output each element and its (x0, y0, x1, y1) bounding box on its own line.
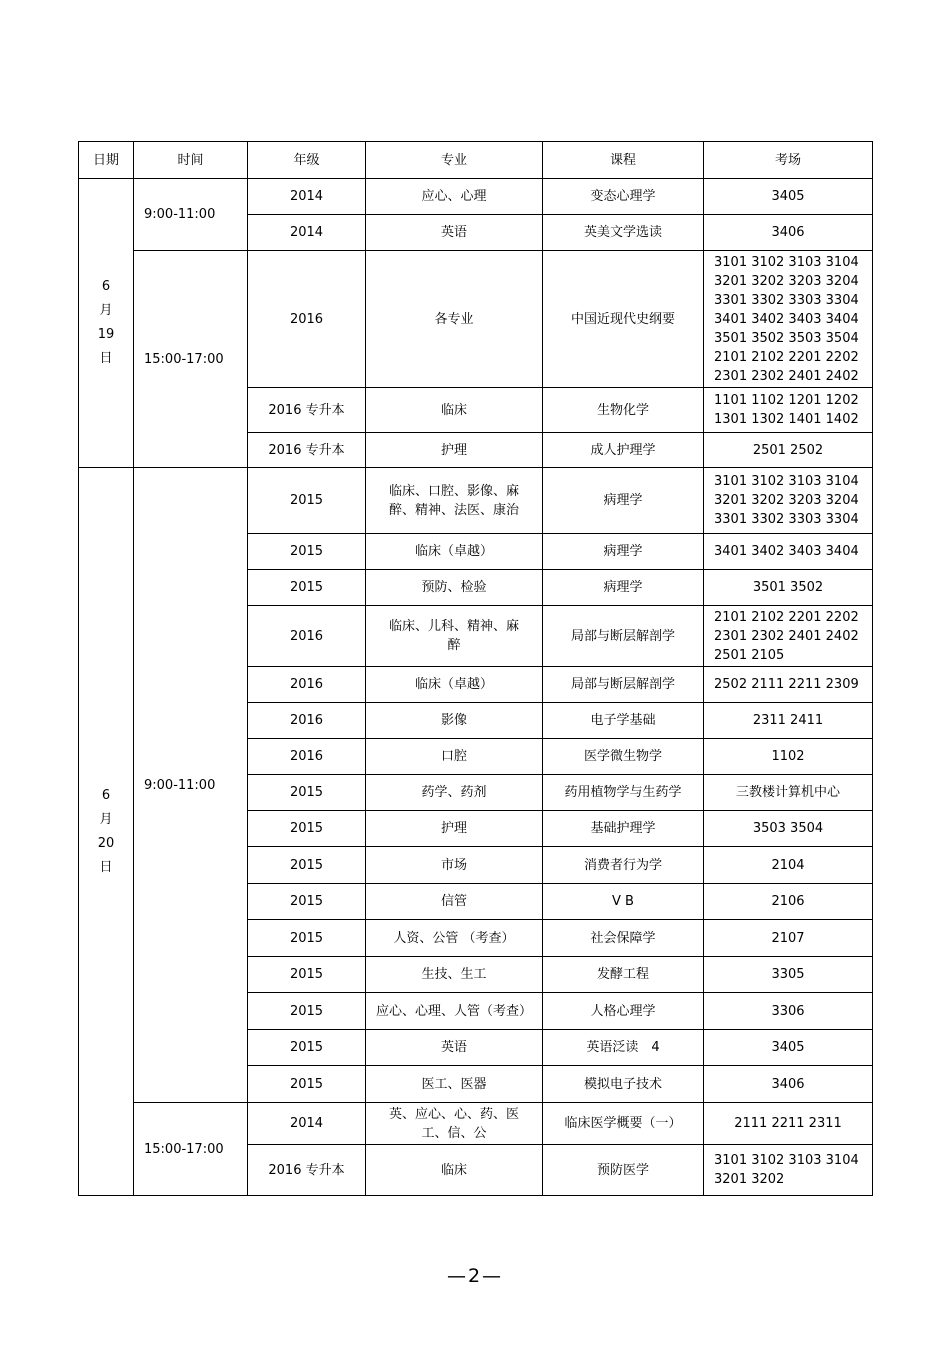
grade-cell: 2015 (248, 957, 366, 993)
major-cell: 医工、医器 (366, 1066, 543, 1103)
room-cell: 2502 2111 2211 2309 (704, 667, 873, 703)
major-cell: 护理 (366, 811, 543, 847)
grade-cell: 2015 (248, 811, 366, 847)
course-cell: 模拟电子技术 (543, 1066, 704, 1103)
grade-cell: 2016 专升本 (248, 388, 366, 433)
grade-cell: 2016 专升本 (248, 433, 366, 468)
course-cell: 医学微生物学 (543, 739, 704, 775)
course-cell: 消费者行为学 (543, 847, 704, 884)
course-cell: 基础护理学 (543, 811, 704, 847)
major-cell: 信管 (366, 884, 543, 920)
room-cell: 3501 3502 (704, 570, 873, 606)
room-cell: 1101 1102 1201 1202 1301 1302 1401 1402 (704, 388, 873, 433)
course-cell: 局部与断层解剖学 (543, 606, 704, 667)
major-cell: 临床（卓越） (366, 534, 543, 570)
grade-cell: 2015 (248, 884, 366, 920)
major-cell: 生技、生工 (366, 957, 543, 993)
major-cell: 临床 (366, 1145, 543, 1196)
room-cell: 3101 3102 3103 3104 3201 3202 3203 3204 3301 3302 3303 3304 3401 3402 3403 3404 3501 3502 3503 3504 2101 2102 2201 2202 2301 2302 2401 2402 (704, 251, 873, 388)
room-cell: 2106 (704, 884, 873, 920)
time-cell: 15:00-17:00 (134, 251, 248, 468)
course-cell: 中国近现代史纲要 (543, 251, 704, 388)
header-row (79, 142, 873, 179)
header-room: 考场 (704, 142, 873, 179)
room-cell: 3406 (704, 215, 873, 251)
major-cell: 应心、心理、人管（考查） (366, 993, 543, 1030)
major-cell: 英语 (366, 215, 543, 251)
major-cell: 市场 (366, 847, 543, 884)
grade-cell: 2016 专升本 (248, 1145, 366, 1196)
major-cell: 口腔 (366, 739, 543, 775)
course-cell: 电子学基础 (543, 703, 704, 739)
grade-cell: 2016 (248, 606, 366, 667)
course-cell: 发酵工程 (543, 957, 704, 993)
room-cell: 1102 (704, 739, 873, 775)
time-cell: 9:00-11:00 (134, 468, 248, 1103)
course-cell: 成人护理学 (543, 433, 704, 468)
room-cell: 3101 3102 3103 3104 3201 3202 3203 3204 3301 3302 3303 3304 (704, 468, 873, 534)
course-cell: 病理学 (543, 570, 704, 606)
date-cell: 6 月 19 日 (79, 179, 134, 468)
major-cell: 人资、公管 （考查） (366, 920, 543, 957)
grade-cell: 2015 (248, 468, 366, 534)
major-cell: 预防、检验 (366, 570, 543, 606)
major-cell: 英、应心、心、药、医 工、信、公 (366, 1103, 543, 1145)
course-cell: 病理学 (543, 468, 704, 534)
course-cell: 英美文学选读 (543, 215, 704, 251)
grade-cell: 2015 (248, 993, 366, 1030)
course-cell: 预防医学 (543, 1145, 704, 1196)
table-row (79, 179, 873, 215)
grade-cell: 2015 (248, 534, 366, 570)
grade-cell: 2016 (248, 739, 366, 775)
major-cell: 护理 (366, 433, 543, 468)
major-cell: 临床、口腔、影像、麻 醉、精神、法医、康治 (366, 468, 543, 534)
major-cell: 应心、心理 (366, 179, 543, 215)
room-cell: 三教楼计算机中心 (704, 775, 873, 811)
major-cell: 临床 (366, 388, 543, 433)
table-row (79, 1103, 873, 1145)
course-cell: 社会保障学 (543, 920, 704, 957)
room-cell: 2111 2211 2311 (704, 1103, 873, 1145)
grade-cell: 2016 (248, 703, 366, 739)
room-cell: 3406 (704, 1066, 873, 1103)
room-cell: 2107 (704, 920, 873, 957)
header-grade: 年级 (248, 142, 366, 179)
grade-cell: 2015 (248, 1030, 366, 1066)
header-major: 专业 (366, 142, 543, 179)
room-cell: 2501 2502 (704, 433, 873, 468)
grade-cell: 2014 (248, 1103, 366, 1145)
header-date: 日期 (79, 142, 134, 179)
room-cell: 3306 (704, 993, 873, 1030)
course-cell: 局部与断层解剖学 (543, 667, 704, 703)
major-cell: 临床（卓越） (366, 667, 543, 703)
course-cell: 生物化学 (543, 388, 704, 433)
room-cell: 3503 3504 (704, 811, 873, 847)
course-cell: 人格心理学 (543, 993, 704, 1030)
room-cell: 3401 3402 3403 3404 (704, 534, 873, 570)
grade-cell: 2015 (248, 920, 366, 957)
major-cell: 药学、药剂 (366, 775, 543, 811)
course-cell: V B (543, 884, 704, 920)
header-course: 课程 (543, 142, 704, 179)
grade-cell: 2015 (248, 775, 366, 811)
table-row (79, 251, 873, 388)
grade-cell: 2014 (248, 215, 366, 251)
table-row (79, 468, 873, 534)
course-cell: 临床医学概要（一） (543, 1103, 704, 1145)
course-cell: 英语泛读 4 (543, 1030, 704, 1066)
course-cell: 变态心理学 (543, 179, 704, 215)
grade-cell: 2015 (248, 570, 366, 606)
grade-cell: 2015 (248, 1066, 366, 1103)
time-cell: 9:00-11:00 (134, 179, 248, 251)
grade-cell: 2016 (248, 667, 366, 703)
grade-cell: 2016 (248, 251, 366, 388)
room-cell: 3405 (704, 179, 873, 215)
page-number: —2— (446, 1265, 504, 1287)
room-cell: 3405 (704, 1030, 873, 1066)
room-cell: 2104 (704, 847, 873, 884)
room-cell: 2101 2102 2201 2202 2301 2302 2401 2402 2501 2105 (704, 606, 873, 667)
course-cell: 病理学 (543, 534, 704, 570)
room-cell: 3101 3102 3103 3104 3201 3202 (704, 1145, 873, 1196)
date-cell: 6 月 20 日 (79, 468, 134, 1196)
room-cell: 2311 2411 (704, 703, 873, 739)
exam-schedule-table (78, 141, 873, 1196)
major-cell: 英语 (366, 1030, 543, 1066)
room-cell: 3305 (704, 957, 873, 993)
grade-cell: 2014 (248, 179, 366, 215)
course-cell: 药用植物学与生药学 (543, 775, 704, 811)
time-cell: 15:00-17:00 (134, 1103, 248, 1196)
major-cell: 临床、儿科、精神、麻 醉 (366, 606, 543, 667)
header-time: 时间 (134, 142, 248, 179)
major-cell: 各专业 (366, 251, 543, 388)
major-cell: 影像 (366, 703, 543, 739)
grade-cell: 2015 (248, 847, 366, 884)
